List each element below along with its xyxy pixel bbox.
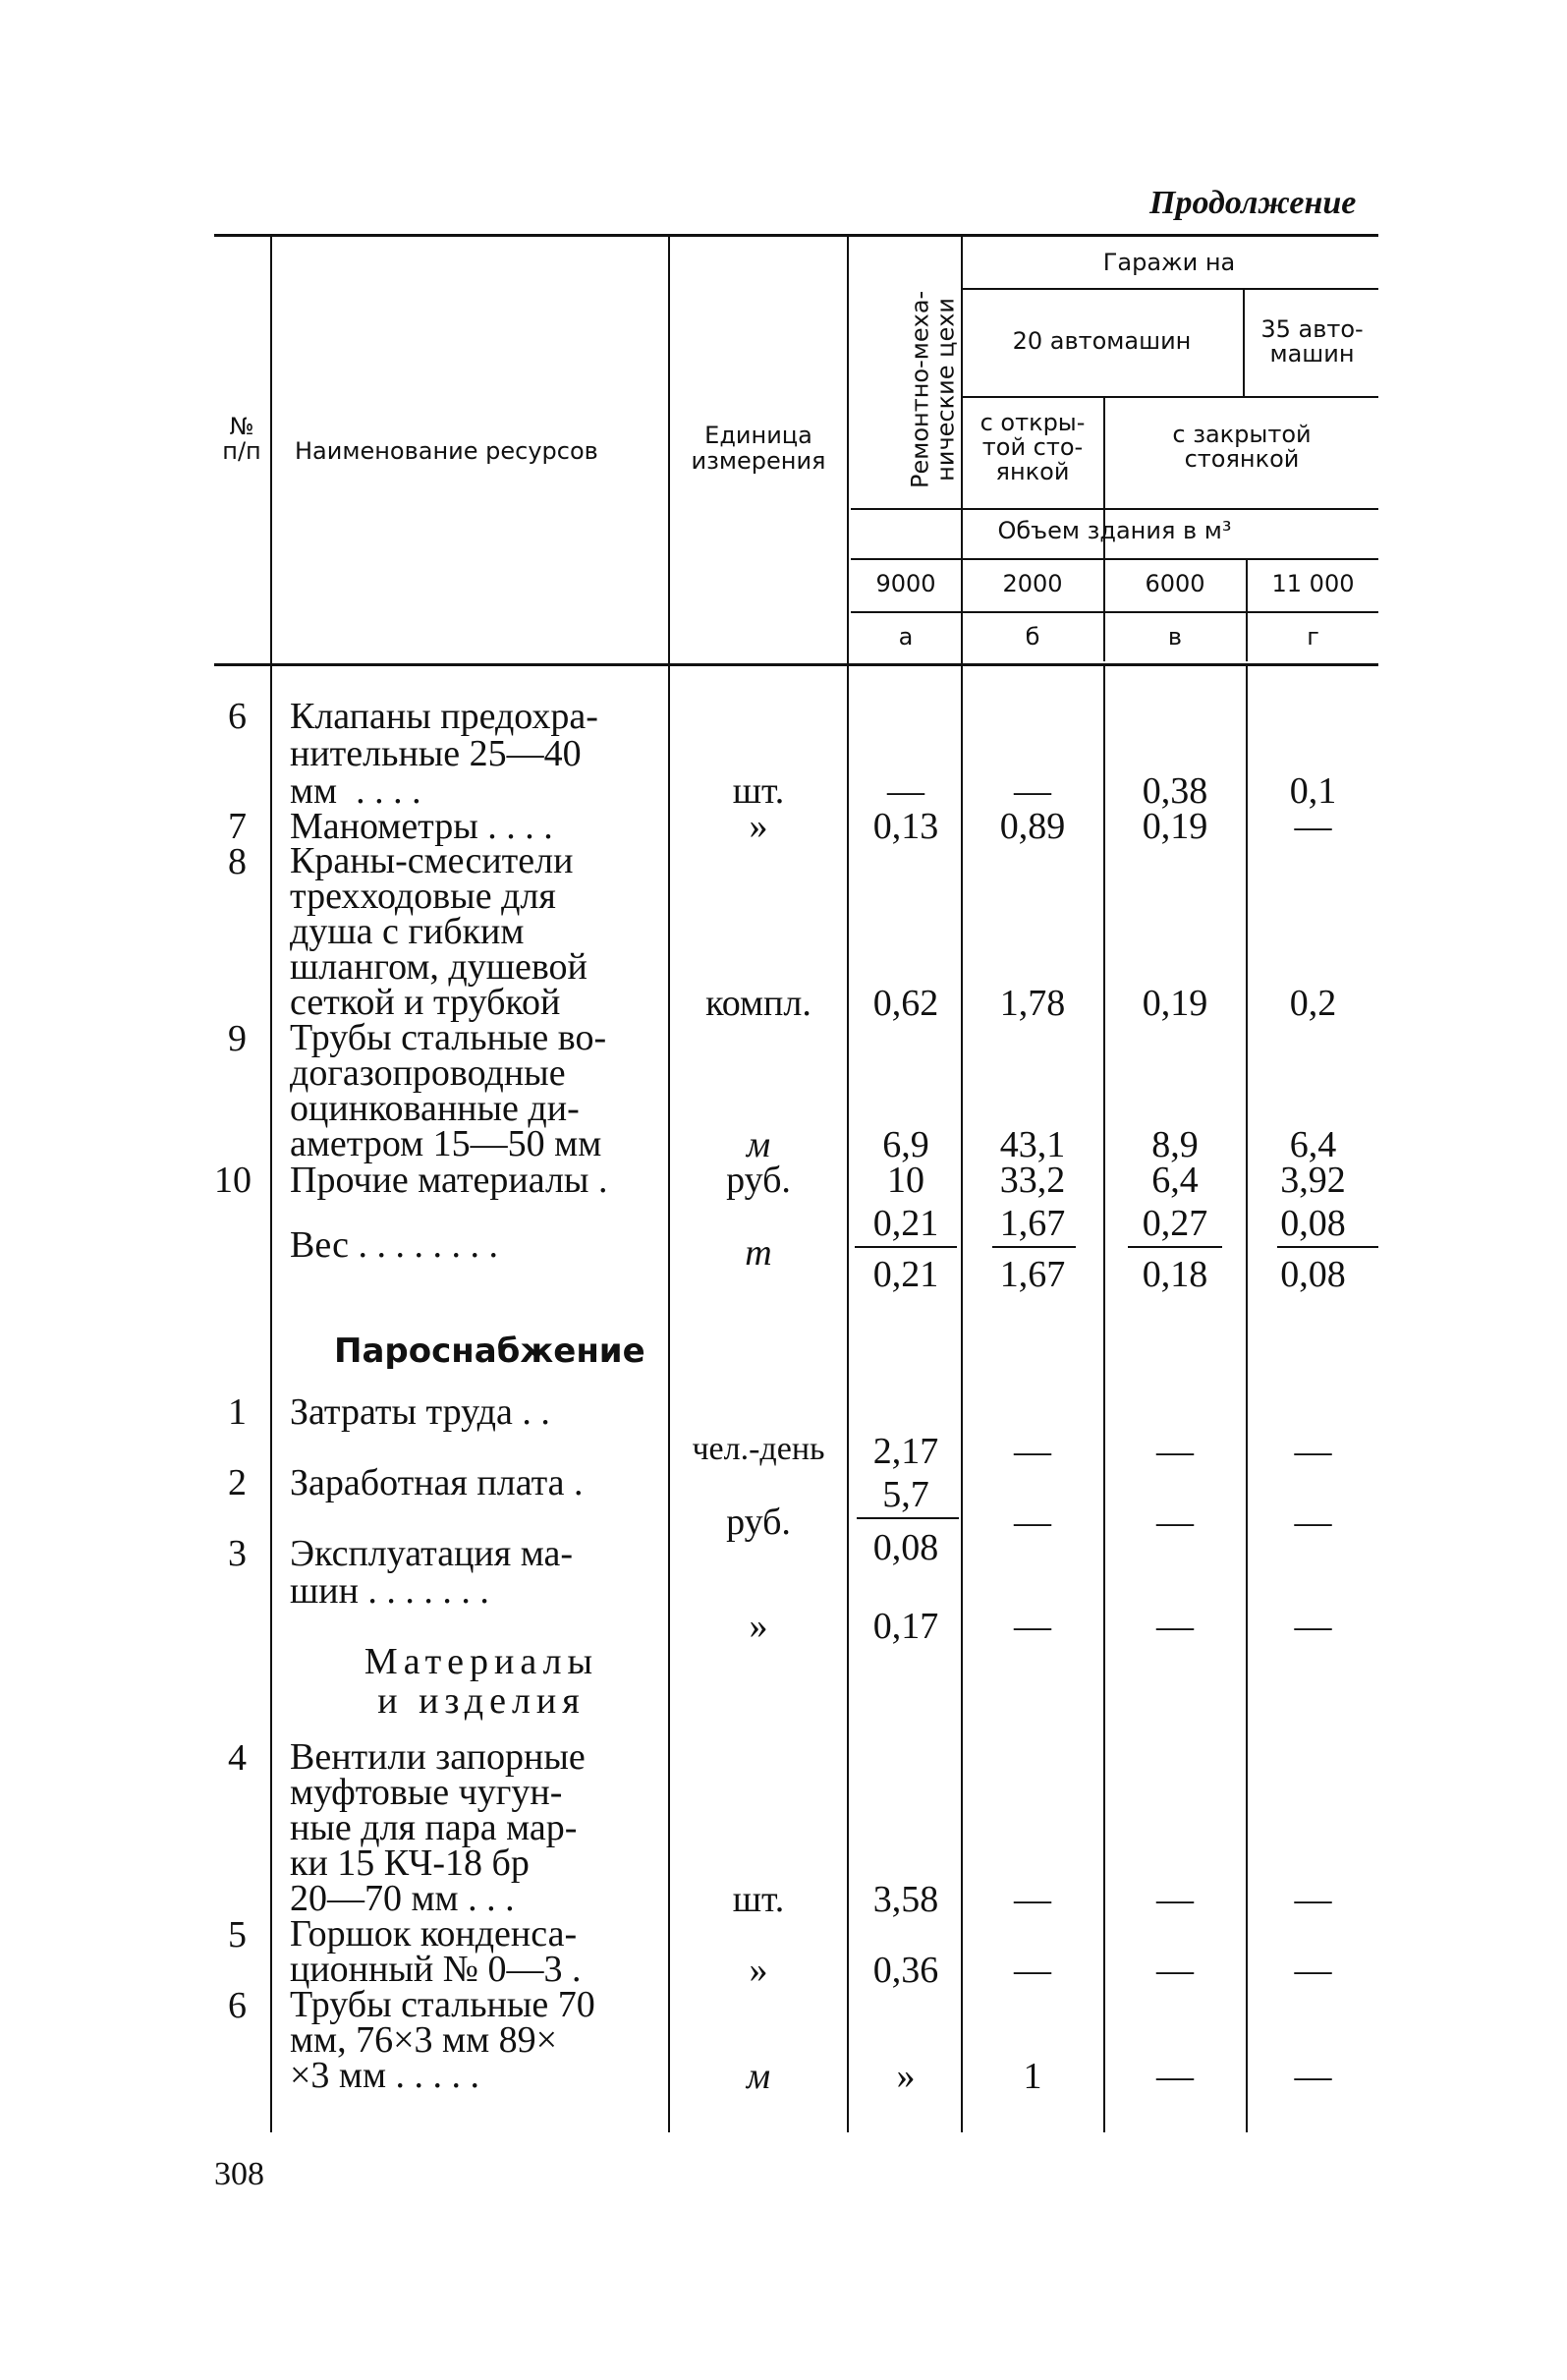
row-number: 10 (214, 1160, 252, 1201)
row-name: Прочие материалы . (290, 1160, 608, 1201)
row-value-c: — (1156, 2056, 1194, 2097)
row-value-b: 33,2 (999, 1160, 1066, 1201)
weight-top-d: 0,08 (1280, 1203, 1346, 1244)
row-number: 6 (228, 696, 247, 737)
row-name: Краны-смесители трехходовые для душа с гибким шлангом, душевой сеткой и трубкой (290, 840, 588, 1024)
row-number: 1 (228, 1391, 247, 1433)
row-value-d: 0,1 (1289, 770, 1337, 812)
row-unit: » (749, 806, 768, 847)
letter-a: а (898, 623, 914, 651)
row-value-b: — (1014, 1606, 1051, 1647)
header-col-unit: Единица измерения (691, 422, 826, 476)
row-value-a: 0,36 (872, 1950, 939, 1991)
weight-bottom-a: 0,21 (872, 1254, 939, 1295)
header-volume: Объем здания в м³ (997, 517, 1232, 544)
row-value-a: 10 (887, 1160, 924, 1201)
row-value-b: — (1014, 1502, 1051, 1543)
row-value-a: » (896, 2056, 916, 2097)
row-value-d: — (1294, 2056, 1332, 2097)
rule-cars (961, 396, 1378, 398)
row-value-c: 0,19 (1142, 806, 1208, 847)
volume-b: 2000 (1002, 570, 1063, 597)
row-unit: шт. (732, 1879, 785, 1920)
weight-top-a: 0,21 (872, 1203, 939, 1244)
fraction-line (857, 1517, 959, 1519)
row-value-d: — (1294, 1606, 1332, 1647)
row-value-a: 2,17 (872, 1431, 939, 1472)
row-value-a-bottom: 0,08 (872, 1527, 939, 1568)
section-title-materials: Материалы и изделия (364, 1641, 599, 1722)
weight-bottom-d: 0,08 (1280, 1254, 1346, 1295)
row-name: Заработная плата . (290, 1462, 584, 1503)
header-bottom-rule (214, 663, 1378, 666)
rule-garages (961, 288, 1378, 290)
weight-top-c: 0,27 (1142, 1203, 1208, 1244)
row-unit: компл. (705, 983, 811, 1024)
row-value-c: — (1156, 1502, 1194, 1543)
row-value-c: — (1156, 1879, 1194, 1920)
weight-unit: т (745, 1232, 772, 1274)
row-name: Манометры . . . . (290, 806, 553, 847)
row-value-d: — (1294, 1502, 1332, 1543)
row-value-b: 1 (1023, 2056, 1042, 2097)
row-value-b: — (1014, 1879, 1051, 1920)
vline-no (270, 236, 272, 2132)
row-value-d: 3,92 (1280, 1160, 1346, 1201)
row-value-d: — (1294, 806, 1332, 847)
row-name: Вентили запорные муфтовые чугун- ные для пара мар- ки 15 КЧ-18 бр 20—70 мм . . . (290, 1736, 586, 1920)
vline-20-35 (1243, 288, 1245, 396)
weight-fraction-line-c (1128, 1246, 1222, 1248)
row-name: Эксплуатация ма- шин . . . . . . . (290, 1533, 574, 1612)
weight-top-b: 1,67 (999, 1203, 1066, 1244)
header-closed: с закрытой стоянкой (1172, 421, 1312, 474)
row-value-d: — (1294, 1431, 1332, 1472)
weight-label: Вес . . . . . . . . (290, 1224, 499, 1266)
row-unit: м (746, 2056, 771, 2097)
weight-fraction-line-d (1277, 1246, 1378, 1248)
letter-c: в (1167, 623, 1183, 651)
row-unit: » (749, 1606, 768, 1647)
row-value-a: 3,58 (872, 1879, 939, 1920)
row-name: Трубы стальные 70 мм, 76×3 мм 89× ×3 мм . . . . . (290, 1984, 595, 2097)
row-unit: руб. (726, 1502, 791, 1543)
page-number: 308 (214, 2156, 264, 2192)
row-value-c: 0,19 (1142, 983, 1208, 1024)
volume-a: 9000 (875, 570, 936, 597)
row-name: Затраты труда . . (290, 1391, 550, 1433)
row-value-a: 0,62 (872, 983, 939, 1024)
weight-bottom-b: 1,67 (999, 1254, 1066, 1295)
header-col-name: Наименование ресурсов (295, 437, 598, 465)
row-name: Клапаны предохра- нительные 25—40 мм . . . . (290, 696, 598, 812)
row-number: 5 (228, 1914, 247, 1955)
header-col-repair: Ремонтно-меха- нические цехи (906, 290, 960, 488)
header-garages: Гаражи на (1102, 249, 1236, 276)
volume-c: 6000 (1145, 570, 1205, 597)
row-name: Трубы стальные во- догазопроводные оцинкованные ди- аметром 15—50 мм (290, 1017, 607, 1165)
row-value-b: — (1014, 770, 1051, 812)
volume-d: 11 000 (1271, 570, 1355, 597)
row-value-d: 0,2 (1289, 983, 1337, 1024)
row-number: 6 (228, 1985, 247, 2026)
row-value-c: — (1156, 1606, 1194, 1647)
row-number: 4 (228, 1737, 247, 1779)
row-value-d: — (1294, 1879, 1332, 1920)
row-value-a: 5,7 (882, 1474, 929, 1515)
row-value-b: 1,78 (999, 983, 1066, 1024)
continuation-label: Продолжение (1149, 185, 1357, 221)
row-value-c: — (1156, 1431, 1194, 1472)
row-value-a: 0,17 (872, 1606, 939, 1647)
row-value-b: — (1014, 1950, 1051, 1991)
row-value-c: — (1156, 1950, 1194, 1991)
row-number: 2 (228, 1462, 247, 1503)
weight-fraction-line-b (992, 1246, 1076, 1248)
row-unit: » (749, 1950, 768, 1991)
rule-volume-bottom (851, 558, 1378, 560)
row-unit: руб. (726, 1160, 791, 1201)
letter-d: г (1307, 623, 1319, 651)
row-unit: м (746, 1124, 771, 1165)
row-value-b: 0,89 (999, 806, 1066, 847)
row-value-a: 0,13 (872, 806, 939, 847)
row-number: 7 (228, 806, 247, 847)
row-number: 9 (228, 1018, 247, 1059)
row-unit: чел.-день (692, 1431, 825, 1467)
row-unit: шт. (732, 770, 785, 812)
header-open: с откры- той сто- янкой (979, 409, 1086, 486)
weight-fraction-line-a (855, 1246, 957, 1248)
row-value-a: — (887, 770, 924, 812)
row-value-a: 6,9 (882, 1124, 929, 1165)
row-value-d: 6,4 (1289, 1124, 1337, 1165)
section-title-steam: Пароснабжение (334, 1332, 645, 1371)
weight-bottom-c: 0,18 (1142, 1254, 1208, 1295)
header-col-no: № п/п (222, 413, 261, 466)
row-name: Горшок конденса- ционный № 0—3 . (290, 1913, 582, 1991)
letter-b: б (1025, 623, 1040, 651)
row-value-b: 43,1 (999, 1124, 1066, 1165)
row-value-b: — (1014, 1431, 1051, 1472)
rule-letters-top (851, 611, 1378, 613)
row-number: 3 (228, 1533, 247, 1574)
row-number: 8 (228, 841, 247, 882)
row-value-d: — (1294, 1950, 1332, 1991)
row-value-c: 6,4 (1151, 1160, 1199, 1201)
vline-unit (847, 236, 849, 2132)
table-top-rule (214, 234, 1378, 237)
row-value-c: 8,9 (1151, 1124, 1199, 1165)
row-value-c: 0,38 (1142, 770, 1208, 812)
header-cars20: 20 автомашин (1012, 327, 1192, 355)
header-cars35: 35 авто- машин (1260, 315, 1364, 368)
